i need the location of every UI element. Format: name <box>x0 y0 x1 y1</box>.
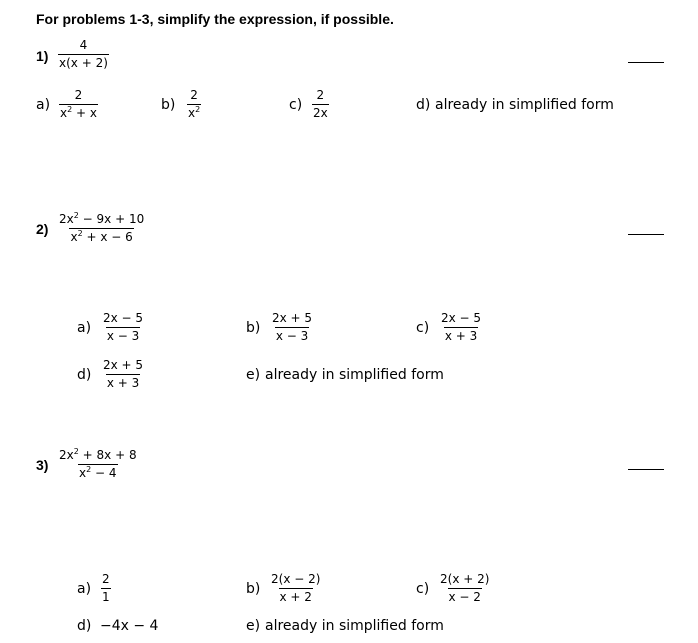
problem-2-choice-a-label: a) <box>77 320 92 336</box>
problem-3-answer-blank[interactable] <box>628 469 664 470</box>
problem-2-choice-b-fraction <box>271 311 313 344</box>
fraction-denominator: x + 3 <box>444 329 478 343</box>
problem-3-choice-c-fraction <box>439 572 490 605</box>
problem-3-choice-b-label: b) <box>246 581 261 597</box>
problem-1-answer-blank[interactable] <box>628 62 664 63</box>
fraction-denominator: $x^2 + x$ <box>60 105 97 120</box>
problem-2-choice-c-label: c) <box>416 320 430 336</box>
problem-3-choice-c-label: c) <box>416 581 430 597</box>
fraction-numerator: 2(x − 2) <box>271 572 321 586</box>
problem-1-choice-c-label: c) <box>289 97 303 113</box>
problem-2-choice-d-fraction <box>102 358 144 391</box>
problem-2-answer-blank[interactable] <box>628 234 664 235</box>
problem-3-number: 3) <box>36 457 49 473</box>
problem-2-choice-e-label: e) <box>246 367 261 383</box>
fraction-numerator: 2 <box>190 88 198 102</box>
problem-1-choice-a-label: a) <box>36 97 51 113</box>
problem-1-choice-d-text: already in simplified form <box>435 97 614 113</box>
fraction-numerator: 2x + 5 <box>272 311 313 325</box>
problem-3-choice-b-fraction <box>270 572 321 605</box>
problem-1-numerator: 4 <box>79 38 88 52</box>
problem-2-choice-c-fraction <box>440 311 482 344</box>
problem-2-choice-e-text: already in simplified form <box>265 367 444 383</box>
problem-3-expression <box>58 448 138 481</box>
problem-1-denominator: x(x + 2) <box>59 56 108 70</box>
problem-2-expression <box>58 212 145 245</box>
fraction-denominator: 1 <box>102 590 110 604</box>
problem-2-choice-b-label: b) <box>246 320 261 336</box>
problem-3-choice-d-label: d) <box>77 618 92 634</box>
problem-1-choice-b-fraction <box>187 88 201 121</box>
problem-3-choice-d-text: −4x − 4 <box>100 618 159 634</box>
fraction-denominator: x + 2 <box>279 590 312 604</box>
problem-1-expression <box>58 38 109 71</box>
instructions-heading: For problems 1-3, simplify the expression, if possible. <box>36 11 394 27</box>
problem-3-numerator: $2x^2 + 8x + 8$ <box>59 447 137 462</box>
fraction-numerator: 2 <box>102 572 110 586</box>
problem-1-choice-d-label: d) <box>416 97 431 113</box>
problem-3-choice-a-fraction <box>101 572 111 605</box>
problem-1-choice-b-label: b) <box>161 97 176 113</box>
problem-2-choice-a-fraction <box>102 311 144 344</box>
fraction-numerator: 2 <box>74 88 83 102</box>
problem-2-number: 2) <box>36 221 49 237</box>
problem-3-denominator: $x^2 - 4$ <box>79 465 117 480</box>
problem-2-choice-d-label: d) <box>77 367 92 383</box>
problem-3-choice-e-text: already in simplified form <box>265 618 444 634</box>
problem-1-number: 1) <box>36 48 49 64</box>
problem-2-numerator: $2x^2 - 9x + 10$ <box>59 211 145 226</box>
fraction-denominator: $x^2$ <box>188 105 201 120</box>
fraction-numerator: 2x − 5 <box>103 311 144 325</box>
fraction-numerator: 2x − 5 <box>441 311 482 325</box>
fraction-denominator: x − 3 <box>106 329 140 343</box>
problem-2-denominator: $x^2 + x - 6$ <box>70 229 133 244</box>
fraction-numerator: 2 <box>316 88 325 102</box>
fraction-denominator: x − 3 <box>275 329 309 343</box>
problem-3-choice-e-label: e) <box>246 618 261 634</box>
fraction-numerator: 2(x + 2) <box>440 572 490 586</box>
problem-1-choice-a-fraction <box>59 88 98 121</box>
fraction-denominator: x + 3 <box>106 376 140 390</box>
fraction-denominator: 2x <box>313 106 328 120</box>
fraction-denominator: x − 2 <box>448 590 481 604</box>
fraction-numerator: 2x + 5 <box>103 358 144 372</box>
problem-3-choice-a-label: a) <box>77 581 92 597</box>
problem-1-choice-c-fraction <box>312 88 329 121</box>
